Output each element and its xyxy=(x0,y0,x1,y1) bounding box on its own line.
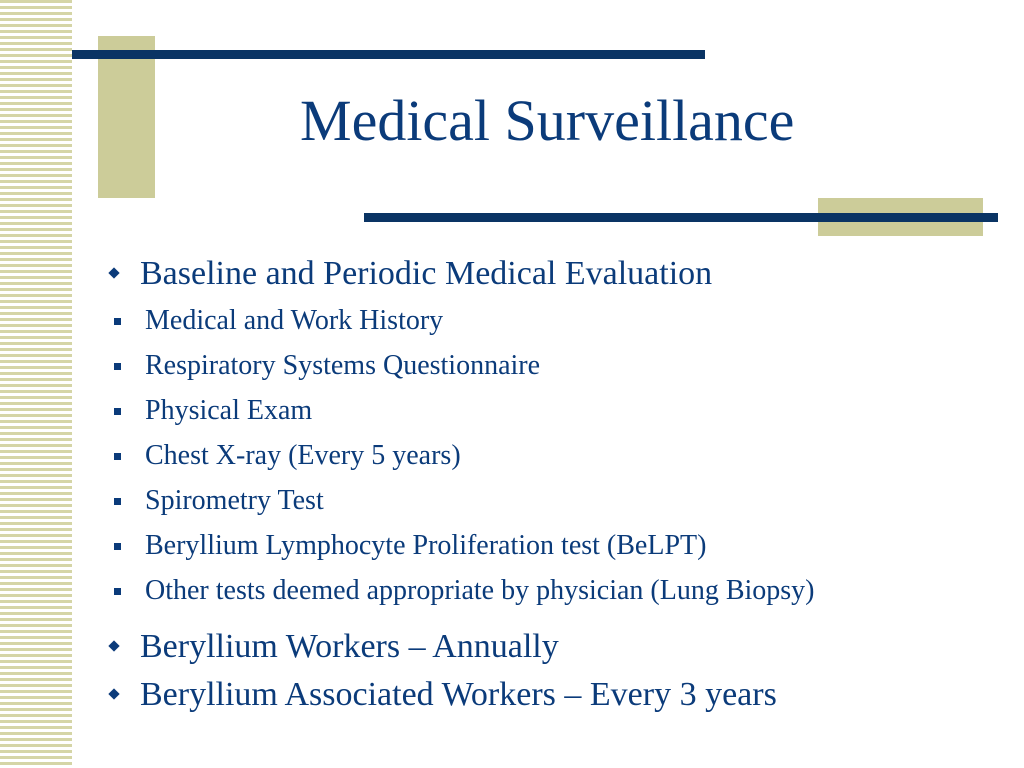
slide-title: Medical Surveillance xyxy=(300,88,795,153)
subitem-physical-exam xyxy=(100,388,1015,433)
subitem-chest-xray xyxy=(100,433,1015,478)
bottom-title-rule xyxy=(364,213,998,222)
bullet-text: Baseline and Periodic Medical Evaluation xyxy=(140,255,713,292)
subitem-text: Chest X-ray (Every 5 years) xyxy=(145,440,461,471)
diamond-bullet-icon xyxy=(108,688,119,699)
subitem-belpt xyxy=(100,523,1015,568)
bullet-associated-workers xyxy=(100,671,1015,719)
diamond-bullet-icon xyxy=(108,267,119,278)
baseline-evaluation-subitems xyxy=(100,298,1015,613)
subitem-text: Medical and Work History xyxy=(145,305,444,336)
square-bullet-icon xyxy=(114,498,121,505)
top-left-accent-block xyxy=(98,36,155,198)
diamond-bullet-icon xyxy=(108,640,119,651)
subitem-medical-work-history xyxy=(100,298,1015,343)
slide-bullet-list xyxy=(100,250,1015,719)
subitem-other-tests xyxy=(100,568,1015,613)
striped-margin-decoration xyxy=(0,0,72,768)
subitem-text: Other tests deemed appropriate by physician (Lung Biopsy) xyxy=(145,575,815,606)
subitem-text: Spirometry Test xyxy=(145,485,324,516)
subitem-text: Respiratory Systems Questionnaire xyxy=(145,350,541,381)
square-bullet-icon xyxy=(114,363,121,370)
subitem-spirometry-test xyxy=(100,478,1015,523)
bullet-text: Beryllium Workers – Annually xyxy=(140,628,559,665)
bullet-baseline-evaluation xyxy=(100,250,1015,298)
square-bullet-icon xyxy=(114,588,121,595)
subitem-text: Physical Exam xyxy=(145,395,313,426)
square-bullet-icon xyxy=(114,408,121,415)
subitem-respiratory-questionnaire xyxy=(100,343,1015,388)
bullet-workers-annually xyxy=(100,623,1015,671)
square-bullet-icon xyxy=(114,543,121,550)
top-title-rule xyxy=(72,50,705,59)
square-bullet-icon xyxy=(114,318,121,325)
subitem-text: Beryllium Lymphocyte Proliferation test (BeLPT) xyxy=(145,530,707,561)
square-bullet-icon xyxy=(114,453,121,460)
bullet-text: Beryllium Associated Workers – Every 3 years xyxy=(140,676,777,713)
